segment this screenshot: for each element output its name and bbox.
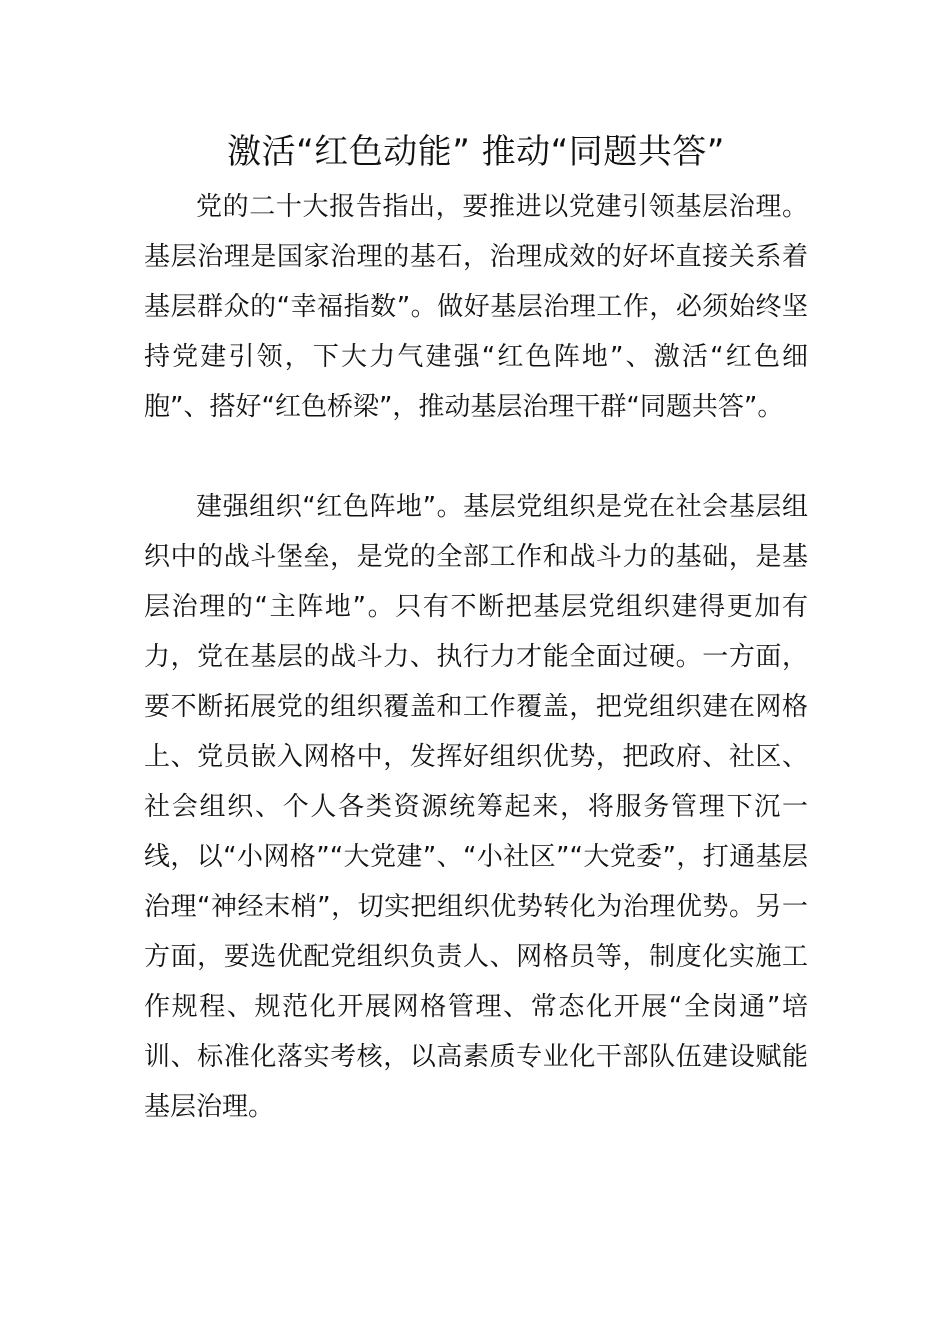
article-title: 激活“红色动能” 推动“同题共答” [227, 132, 725, 172]
paragraph-red-position: 建强组织“红色阵地”。基层党组织是党在社会基层组织中的战斗堡垒，是党的全部工作和战斗力的基础，是基层治理的“主阵地”。只有不断把基层党组织建得更加有力，党在基层的战斗力、执行力才能全面过硬。一方面，要不断拓展党的组织覆盖和工作覆盖，把党组织建在网格上、党员嵌入网格中，发挥好组织优势，把政府、社区、社会组织、个人各类资源统筹起来，将服务管理下沉一线，以“小网格”“大党建”、“小社区”“大党委”，打通基层治理“神经末梢”，切实把组织优势转化为治理优势。另一方面，要选优配党组织负责人、网格员等，制度化实施工作规程、规范化开展网格管理、常态化开展“全岗通”培训、标准化落实考核，以高素质专业化干部队伍建设赋能基层治理。 [144, 492, 808, 1122]
paragraph-intro: 党的二十大报告指出，要推进以党建引领基层治理。基层治理是国家治理的基石，治理成效的好坏直接关系着基层群众的“幸福指数”。做好基层治理工作，必须始终坚持党建引领，下大力气建强“红色阵地”、激活“红色细胞”、搭好“红色桥梁”，推动基层治理干群“同题共答”。 [144, 192, 808, 422]
paragraph-spacer [144, 432, 808, 482]
document-page [144, 122, 808, 1132]
